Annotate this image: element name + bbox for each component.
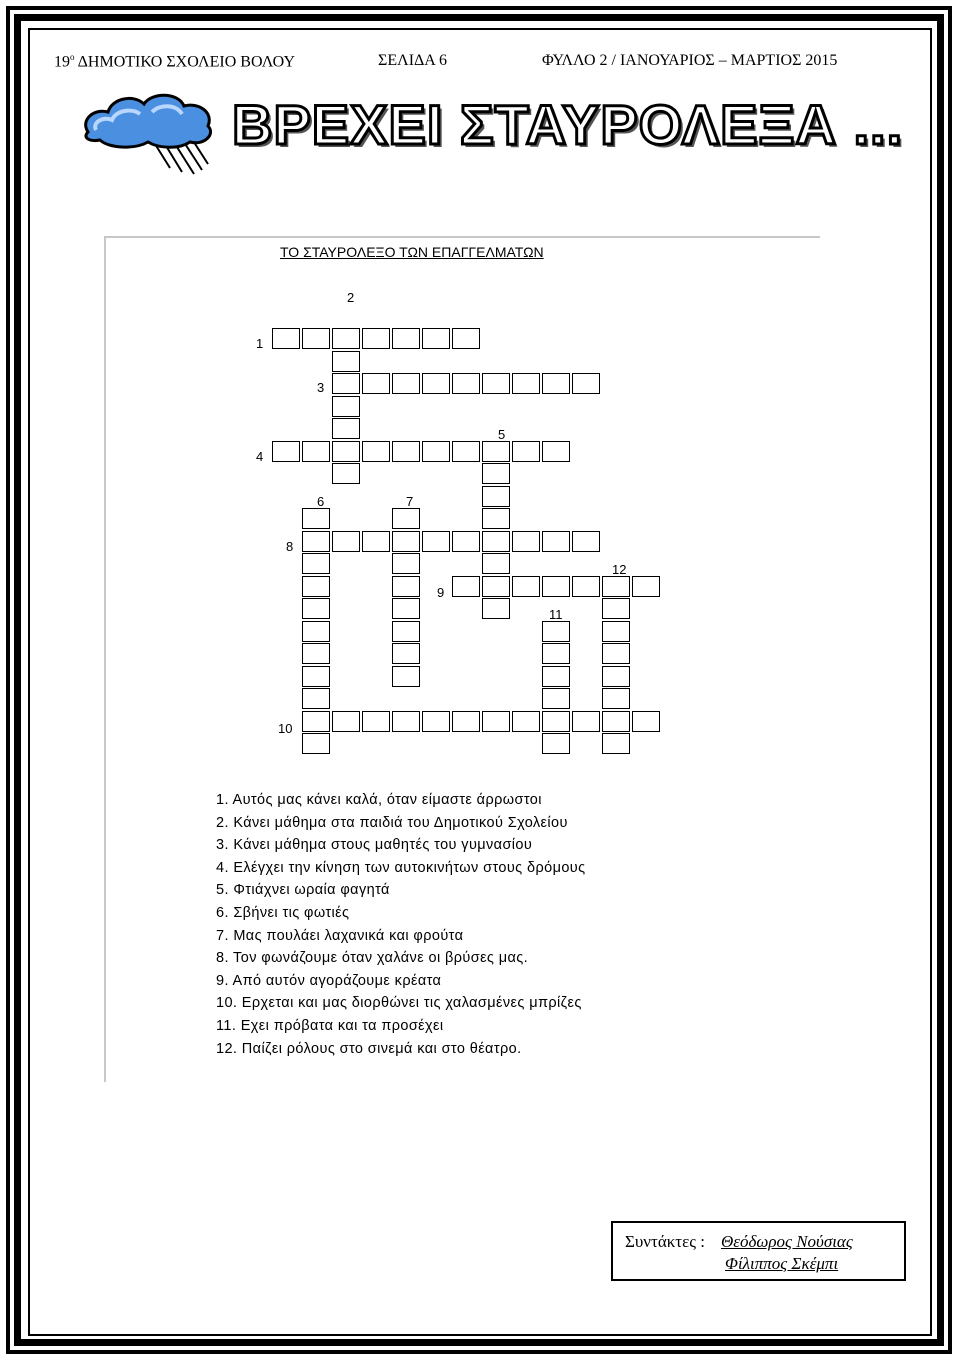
- crossword-cell[interactable]: [302, 643, 330, 664]
- crossword-cell[interactable]: [392, 531, 420, 552]
- clue-item: 9. Από αυτόν αγοράζουμε κρέατα: [216, 972, 442, 989]
- crossword-cell[interactable]: [542, 688, 570, 709]
- crossword-cell[interactable]: [302, 553, 330, 574]
- crossword-cell[interactable]: [392, 553, 420, 574]
- clue-number-label: 6: [317, 494, 325, 509]
- crossword-cell[interactable]: [422, 373, 450, 394]
- crossword-cell[interactable]: [512, 373, 540, 394]
- clue-list: [216, 789, 586, 1060]
- clue-number-label: 5: [498, 427, 506, 442]
- crossword-cell[interactable]: [572, 576, 600, 597]
- clue-item: 5. Φτιάχνει ωραία φαγητά: [216, 882, 390, 899]
- author-name: Φίλιππος Σκέμπι: [725, 1254, 839, 1273]
- crossword-cell[interactable]: [512, 711, 540, 732]
- crossword-cell[interactable]: [542, 373, 570, 394]
- crossword-cell[interactable]: [542, 621, 570, 642]
- crossword-cell[interactable]: [302, 508, 330, 529]
- clue-number-label: 12: [612, 562, 627, 577]
- crossword-cell[interactable]: [302, 328, 330, 349]
- crossword-cell[interactable]: [362, 711, 390, 732]
- clue-item: 3. Κάνει μάθημα στους μαθητές του γυμνασίου: [216, 837, 533, 854]
- crossword-cell[interactable]: [542, 711, 570, 732]
- crossword-cell[interactable]: [542, 531, 570, 552]
- clue-number-label: 9: [437, 585, 445, 600]
- crossword-cell[interactable]: [422, 531, 450, 552]
- clue-item: 4. Ελέγχει την κίνηση των αυτοκινήτων στους δρόμους: [216, 859, 586, 876]
- crossword-cell[interactable]: [602, 733, 630, 754]
- crossword-cell[interactable]: [482, 553, 510, 574]
- crossword-cell[interactable]: [362, 373, 390, 394]
- crossword-cell[interactable]: [302, 576, 330, 597]
- crossword-cell[interactable]: [422, 441, 450, 462]
- crossword-cell[interactable]: [332, 441, 360, 462]
- crossword-cell[interactable]: [362, 531, 390, 552]
- crossword-cell[interactable]: [302, 666, 330, 687]
- crossword-cell[interactable]: [542, 576, 570, 597]
- crossword-cell[interactable]: [542, 666, 570, 687]
- crossword-cell[interactable]: [482, 711, 510, 732]
- crossword-cell[interactable]: [302, 711, 330, 732]
- crossword-cell[interactable]: [482, 441, 510, 462]
- crossword-cell[interactable]: [602, 666, 630, 687]
- crossword-cell[interactable]: [512, 531, 540, 552]
- crossword-cell[interactable]: [542, 733, 570, 754]
- issue-info: ΦΥΛΛΟ 2 / ΙΑΝΟΥΑΡΙΟΣ – ΜΑΡΤΙΟΣ 2015: [542, 52, 838, 69]
- clue-item: 11. Εχει πρόβατα και τα προσέχει: [216, 1017, 444, 1034]
- crossword-cell[interactable]: [602, 643, 630, 664]
- crossword-cell[interactable]: [392, 576, 420, 597]
- crossword-cell[interactable]: [572, 531, 600, 552]
- crossword-cell[interactable]: [392, 621, 420, 642]
- crossword-cell[interactable]: [602, 711, 630, 732]
- clue-number-label: 4: [256, 449, 264, 464]
- crossword-cell[interactable]: [482, 598, 510, 619]
- author-name: Θεόδωρος Νούσιας: [721, 1232, 853, 1251]
- crossword-cell[interactable]: [512, 576, 540, 597]
- crossword-cell[interactable]: [452, 328, 480, 349]
- crossword-cell[interactable]: [422, 711, 450, 732]
- crossword-cell[interactable]: [602, 576, 630, 597]
- crossword-cell[interactable]: [302, 621, 330, 642]
- crossword-cell[interactable]: [452, 576, 480, 597]
- crossword-cell[interactable]: [482, 463, 510, 484]
- crossword-cell[interactable]: [512, 441, 540, 462]
- crossword-cell[interactable]: [302, 441, 330, 462]
- rain-cloud-icon: [78, 90, 218, 180]
- crossword-cell[interactable]: [572, 373, 600, 394]
- crossword-cell[interactable]: [482, 531, 510, 552]
- crossword-cell[interactable]: [392, 373, 420, 394]
- clue-number-label: 2: [347, 290, 355, 305]
- clue-item: 12. Παίζει ρόλους στο σινεμά και στο θέατρο.: [216, 1040, 522, 1057]
- crossword-cell[interactable]: [452, 711, 480, 732]
- crossword-cell[interactable]: [392, 508, 420, 529]
- crossword-cell[interactable]: [332, 711, 360, 732]
- crossword-cell[interactable]: [632, 711, 660, 732]
- crossword-cell[interactable]: [302, 733, 330, 754]
- crossword-cell[interactable]: [302, 598, 330, 619]
- clue-item: 6. Σβήνει τις φωτιές: [216, 904, 350, 921]
- crossword-cell[interactable]: [482, 486, 510, 507]
- clue-item: 10. Ερχεται και μας διορθώνει τις χαλασμένες μπρίζες: [216, 995, 582, 1012]
- crossword-cell[interactable]: [602, 688, 630, 709]
- crossword-cell[interactable]: [272, 441, 300, 462]
- crossword-cell[interactable]: [332, 351, 360, 372]
- crossword-cell[interactable]: [602, 621, 630, 642]
- crossword-cell[interactable]: [392, 598, 420, 619]
- crossword-cell[interactable]: [392, 666, 420, 687]
- crossword-cell[interactable]: [332, 396, 360, 417]
- crossword-cell[interactable]: [482, 508, 510, 529]
- crossword-cell[interactable]: [392, 441, 420, 462]
- clue-number-label: 11: [549, 607, 563, 622]
- crossword-cell[interactable]: [332, 418, 360, 439]
- school-name: $19^o$ ΔΗΜΟΤΙΚΟ ΣΧΟΛΕΙΟ ΒΟΛΟΥ: [54, 52, 295, 71]
- authors-box: [611, 1221, 906, 1281]
- crossword-cell[interactable]: [392, 711, 420, 732]
- crossword-cell[interactable]: [482, 576, 510, 597]
- crossword-cell[interactable]: [272, 328, 300, 349]
- banner-title: ΒΡΕΧΕΙ ΣΤΑΥΡΟΛΕΞΑ ...: [232, 93, 904, 156]
- page-header: [50, 52, 900, 74]
- crossword-cell[interactable]: [302, 688, 330, 709]
- clue-item: 1. Αυτός μας κάνει καλά, όταν είμαστε άρρωστοι: [216, 792, 542, 808]
- crossword-cell[interactable]: [392, 328, 420, 349]
- clue-item: 7. Μας πουλάει λαχανικά και φρούτα: [216, 927, 464, 944]
- crossword-cell[interactable]: [302, 531, 330, 552]
- crossword-cell[interactable]: [362, 328, 390, 349]
- crossword-cell[interactable]: [542, 441, 570, 462]
- page-number: ΣΕΛΙΔΑ 6: [378, 52, 447, 69]
- crossword-cell[interactable]: [332, 463, 360, 484]
- crossword-cell[interactable]: [572, 711, 600, 732]
- crossword-cell[interactable]: [422, 328, 450, 349]
- crossword-cell[interactable]: [332, 531, 360, 552]
- clue-item: 2. Κάνει μάθημα στα παιδιά του Δημοτικού Σχολείου: [216, 814, 568, 831]
- crossword-cell[interactable]: [632, 576, 660, 597]
- crossword-cell[interactable]: [452, 531, 480, 552]
- clue-number-label: 3: [317, 380, 325, 395]
- clue-number-label: 7: [406, 494, 414, 509]
- crossword-cell[interactable]: [602, 598, 630, 619]
- crossword-cell[interactable]: [482, 373, 510, 394]
- crossword-cell[interactable]: [332, 328, 360, 349]
- clue-number-label: 8: [286, 539, 294, 554]
- crossword-cell[interactable]: [452, 373, 480, 394]
- crossword-title: ΤΟ ΣΤΑΥΡΟΛΕΞΟ ΤΩΝ ΕΠΑΓΓΕΛΜΑΤΩΝ: [280, 244, 544, 260]
- crossword-cell[interactable]: [332, 373, 360, 394]
- clue-number-label: 10: [278, 721, 293, 736]
- crossword-cell[interactable]: [542, 643, 570, 664]
- clue-number-label: 1: [256, 336, 264, 351]
- crossword-cell[interactable]: [392, 643, 420, 664]
- clue-item: 8. Τον φωνάζουμε όταν χαλάνε οι βρύσες μας.: [216, 950, 529, 967]
- crossword-cell[interactable]: [362, 441, 390, 462]
- authors-label: Συντάκτες :: [625, 1232, 705, 1251]
- crossword-cell[interactable]: [452, 441, 480, 462]
